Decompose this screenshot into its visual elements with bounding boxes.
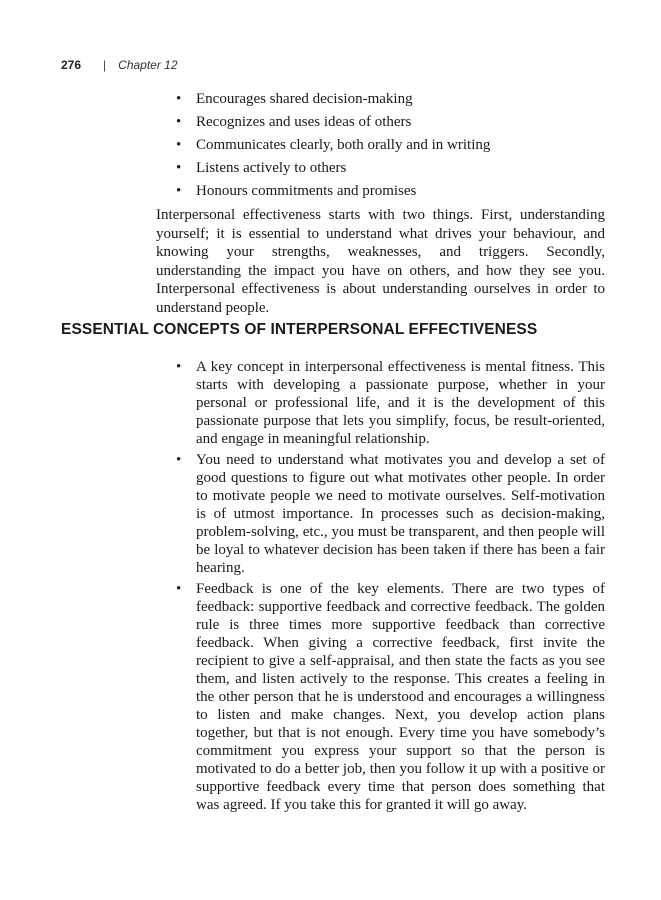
list-item: • Listens actively to others	[176, 157, 606, 180]
list-item: • You need to understand what motivates you and develop a set of good questions to figure out what motivates other people. In order to motivate people we need to motivate ourselves. Self-motivation is of utmost importance. In processes such as decision-making, problem-solving, etc., you must be transparent, and then people will be loyal to whatever decision has been taken if there has been a fair hearing.	[176, 451, 605, 577]
chapter-label: Chapter 12	[118, 58, 178, 72]
top-bullet-list	[176, 88, 606, 203]
list-item: • Encourages shared decision-making	[176, 88, 606, 111]
list-item: • Recognizes and uses ideas of others	[176, 111, 606, 134]
list-item: • A key concept in interpersonal effectiveness is mental fitness. This starts with developing a passionate purpose, whether in your personal or professional life, and it is the development of this passionate purpose that lets you simplify, focus, be result-oriented, and engage in meaningful relationship.	[176, 358, 605, 448]
intro-paragraph: Interpersonal effectiveness starts with two things. First, understanding yourself; it is essential to understand what drives your behaviour, and knowing your strengths, weaknesses, and triggers. Secondly, understanding the impact you have on others, and how they see you. Interpersonal effectiveness is about understanding ourselves in order to understand people.	[156, 207, 605, 316]
header-divider: |	[103, 58, 107, 72]
list-item: • Honours commitments and promises	[176, 180, 606, 203]
list-item: • Feedback is one of the key elements. There are two types of feedback: supportive feedback and corrective feedback. The golden rule is three times more supportive feedback than corrective feedback. When giving a corrective feedback, first invite the recipient to give a self-appraisal, and then state the facts as you see them, and listen actively to the response. This creates a feeling in the other person that he is understood and encourages a willingness to listen and make changes. Next, you develop action plans together, but that is not enough. Every time you have somebody’s commitment you express your support so that the person is motivated to do a better job, then you follow it up with a positive or supportive feedback every time that person does something that was agreed. If you take this for granted it will go away.	[176, 580, 605, 814]
page-header	[61, 58, 178, 72]
concept-bullet-mental-fitness	[176, 358, 605, 448]
list-item: • Communicates clearly, both orally and in writing	[176, 134, 606, 157]
section-heading: ESSENTIAL CONCEPTS OF INTERPERSONAL EFFECTIVENESS	[61, 321, 538, 338]
concept-bullet-feedback	[176, 580, 605, 814]
page-number: 276	[61, 58, 82, 72]
concept-bullet-motivation	[176, 451, 605, 577]
